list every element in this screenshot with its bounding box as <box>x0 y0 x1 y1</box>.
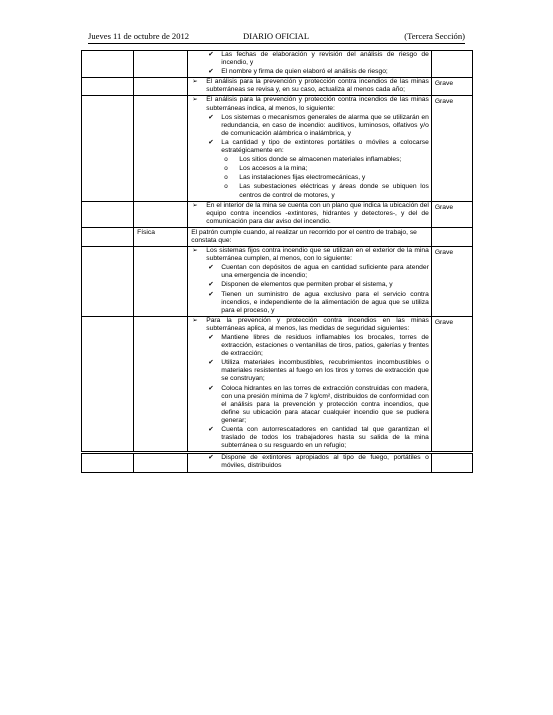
col1-cell <box>82 78 134 96</box>
checkmark-icon: ✔ <box>208 138 214 146</box>
criteria-text: Las subestaciones eléctricas y áreas donde se ubiquen los centros de control de motores, y <box>239 183 429 199</box>
criteria-item <box>208 264 429 280</box>
table-row <box>82 51 473 78</box>
criteria-text: Disponen de elementos que permiten probar el sistema, y <box>221 281 393 289</box>
criteria-item <box>192 202 429 226</box>
inspection-table <box>81 50 473 473</box>
criteria-cell <box>188 51 432 78</box>
arrow-bullet-icon: ➢ <box>192 96 198 104</box>
checkmark-icon: ✔ <box>208 68 214 76</box>
severity-cell <box>431 316 472 453</box>
criteria-text: Tienen un suministro de agua exclusivo para el servicio contra incendios, e independiente de la alimentación de agua que se utiliza para el proceso, y <box>221 290 429 314</box>
criteria-text: El patrón cumple cuando, al realizar un recorrido por el centro de trabajo, se constata que: <box>191 228 417 244</box>
table-row <box>82 96 473 201</box>
checkmark-icon: ✔ <box>208 281 214 289</box>
evidence-type-label <box>134 51 187 53</box>
evidence-type-cell <box>134 453 188 472</box>
col1-cell <box>82 51 134 78</box>
checkmark-icon: ✔ <box>208 426 214 434</box>
evidence-type-cell <box>134 201 188 227</box>
checkmark-icon: ✔ <box>208 454 214 462</box>
col1-cell <box>82 201 134 227</box>
criteria-text: Utiliza materiales incombustibles, recubrimientos incombustibles o materiales resistentes al fuego en los tiros y torres de extracción que se construyan; <box>221 359 429 383</box>
evidence-type-cell <box>134 247 188 317</box>
header-date: Jueves 11 de octubre de 2012 <box>88 31 190 41</box>
criteria-cell <box>188 78 432 96</box>
evidence-type-cell <box>134 51 188 78</box>
arrow-bullet-icon: ➢ <box>192 201 198 209</box>
criteria-item <box>224 156 429 164</box>
evidence-type-label <box>134 454 187 456</box>
severity-label: Grave <box>434 203 454 211</box>
criteria-cell <box>188 316 432 453</box>
criteria-text: El análisis para la prevención y protección contra incendios de las minas subterráneas se revisa y, en su caso, actualiza al menos cada año; <box>206 78 429 94</box>
table-row <box>82 247 473 317</box>
severity-label: Grave <box>434 249 454 257</box>
criteria-item <box>208 385 429 425</box>
criteria-item <box>224 165 429 173</box>
severity-cell <box>431 201 472 227</box>
criteria-cell <box>188 453 432 472</box>
circle-bullet-icon: o <box>224 174 228 182</box>
criteria-item <box>208 68 429 76</box>
criteria-item <box>208 454 429 470</box>
col1-cell <box>82 453 134 472</box>
severity-cell <box>431 78 472 96</box>
criteria-text: La cantidad y tipo de extintores portátiles o móviles a colocarse estratégicamente en: <box>221 138 429 155</box>
criteria-item <box>208 334 429 358</box>
criteria-cell <box>188 201 432 227</box>
checkmark-icon: ✔ <box>208 113 214 121</box>
criteria-cell <box>188 247 432 317</box>
evidence-type-label <box>134 96 187 98</box>
header-section: (Tercera Sección) <box>404 31 465 41</box>
criteria-item <box>208 291 429 315</box>
page-header <box>88 31 465 43</box>
table-row <box>82 201 473 227</box>
criteria-item <box>224 174 429 182</box>
severity-cell <box>431 51 472 78</box>
checkmark-icon: ✔ <box>208 334 214 341</box>
criteria-paragraph <box>191 229 428 245</box>
evidence-type-label: Física <box>137 228 155 236</box>
criteria-text: Las fechas de elaboración y revisión del análisis de riesgo de incendio, y <box>221 51 429 67</box>
severity-label <box>432 51 472 55</box>
criteria-item <box>208 51 429 67</box>
criteria-item <box>208 139 429 155</box>
severity-cell <box>431 247 472 317</box>
severity-cell <box>431 227 472 246</box>
criteria-item <box>192 78 429 94</box>
checkmark-icon: ✔ <box>208 359 214 367</box>
criteria-text: Cuenta con autorrescatadores en cantidad tal que garantizan el traslado de todos los trabajadores hasta su salida de la mina subterránea o su resguardo en un refugio; <box>221 426 429 450</box>
criteria-item <box>224 183 429 199</box>
header-publication: DIARIO OFICIAL <box>243 31 310 41</box>
severity-label: Grave <box>434 98 454 106</box>
evidence-type-cell <box>134 96 188 201</box>
criteria-item <box>192 317 429 333</box>
circle-bullet-icon: o <box>224 183 228 191</box>
table-row <box>82 78 473 96</box>
checkmark-icon: ✔ <box>208 384 214 392</box>
criteria-text: Las instalaciones fijas electromecánicas, y <box>239 174 366 182</box>
severity-label <box>432 228 472 232</box>
criteria-text: El nombre y firma de quien elaboró el análisis de riesgo; <box>221 68 388 76</box>
evidence-type-cell <box>134 316 188 453</box>
criteria-item <box>208 281 429 289</box>
criteria-text: Para la prevención y protección contra incendios en las minas subterráneas aplica, al menos, las medidas de seguridad siguientes: <box>206 316 429 332</box>
col1-cell <box>82 227 134 246</box>
evidence-type-label <box>134 78 187 80</box>
criteria-text: Coloca hidrantes en las torres de extracción construidas con madera, con una presión mínima de 7 kg/cm², distribuidos de conformidad con el análisis para la prevención y protección contra incendios, que define su ubicación para atacar cualquier incendio que se pudiera generar; <box>221 384 429 424</box>
evidence-type-cell <box>134 78 188 96</box>
evidence-type-label <box>134 202 187 204</box>
circle-bullet-icon: o <box>224 156 228 164</box>
criteria-text: Cuentan con depósitos de agua en cantidad suficiente para atender una emergencia de incendio; <box>221 264 429 280</box>
criteria-item <box>192 96 429 112</box>
col1-cell <box>82 316 134 453</box>
checkmark-icon: ✔ <box>208 264 214 272</box>
criteria-text: En el interior de la mina se cuenta con un plano que indica la ubicación del equipo contra incendios -extintores, hidrantes y detectores-, y del de comunicación para dar aviso del incendio. <box>206 201 429 225</box>
evidence-type-cell <box>134 227 188 246</box>
table-row <box>82 316 473 453</box>
criteria-item <box>208 426 429 450</box>
checkmark-icon: ✔ <box>208 290 214 298</box>
severity-label: Grave <box>434 80 454 88</box>
criteria-text: Los sistemas fijos contra incendio que se utilizan en el exterior de la mina subterránea cumplen, al menos, con lo siguiente: <box>206 247 429 263</box>
criteria-text: Mantiene libres de residuos inflamables los brocales, torres de extracción, estaciones o ventanillas de tiros, patios, galerías y frentes de extracción; <box>221 334 429 358</box>
criteria-item <box>208 114 429 138</box>
severity-label <box>432 454 472 458</box>
criteria-text: El análisis para la prevención y protección contra incendios de las minas subterráneas indica, al menos, lo siguiente: <box>206 96 429 112</box>
severity-cell <box>431 453 472 472</box>
table-row <box>82 453 473 472</box>
criteria-text: Los accesos a la mina; <box>239 165 308 173</box>
arrow-bullet-icon: ➢ <box>192 247 198 255</box>
arrow-bullet-icon: ➢ <box>192 316 198 324</box>
criteria-item <box>208 359 429 383</box>
criteria-cell <box>188 96 432 201</box>
criteria-text: Los sistemas o mecanismos generales de alarma que se utilizarán en redundancia, en caso de incendio: auditivos, luminosos, olfativos y/o de comunicación alámbrica o inalámbrica, y <box>221 113 429 137</box>
severity-cell <box>431 96 472 201</box>
checkmark-icon: ✔ <box>208 51 214 58</box>
criteria-text: Dispone de extintores apropiados al tipo de fuego, portátiles o móviles, distribuidos <box>221 454 429 470</box>
criteria-cell <box>188 227 432 246</box>
table-row <box>82 227 473 246</box>
severity-label: Grave <box>434 318 454 326</box>
arrow-bullet-icon: ➢ <box>192 78 198 86</box>
evidence-type-label <box>134 317 187 319</box>
col1-cell <box>82 247 134 317</box>
criteria-item <box>192 247 429 263</box>
evidence-type-label <box>134 247 187 249</box>
circle-bullet-icon: o <box>224 165 228 173</box>
criteria-text: Los sitios donde se almacenen materiales inflamables; <box>239 156 402 164</box>
header-rule <box>88 43 465 44</box>
col1-cell <box>82 96 134 201</box>
